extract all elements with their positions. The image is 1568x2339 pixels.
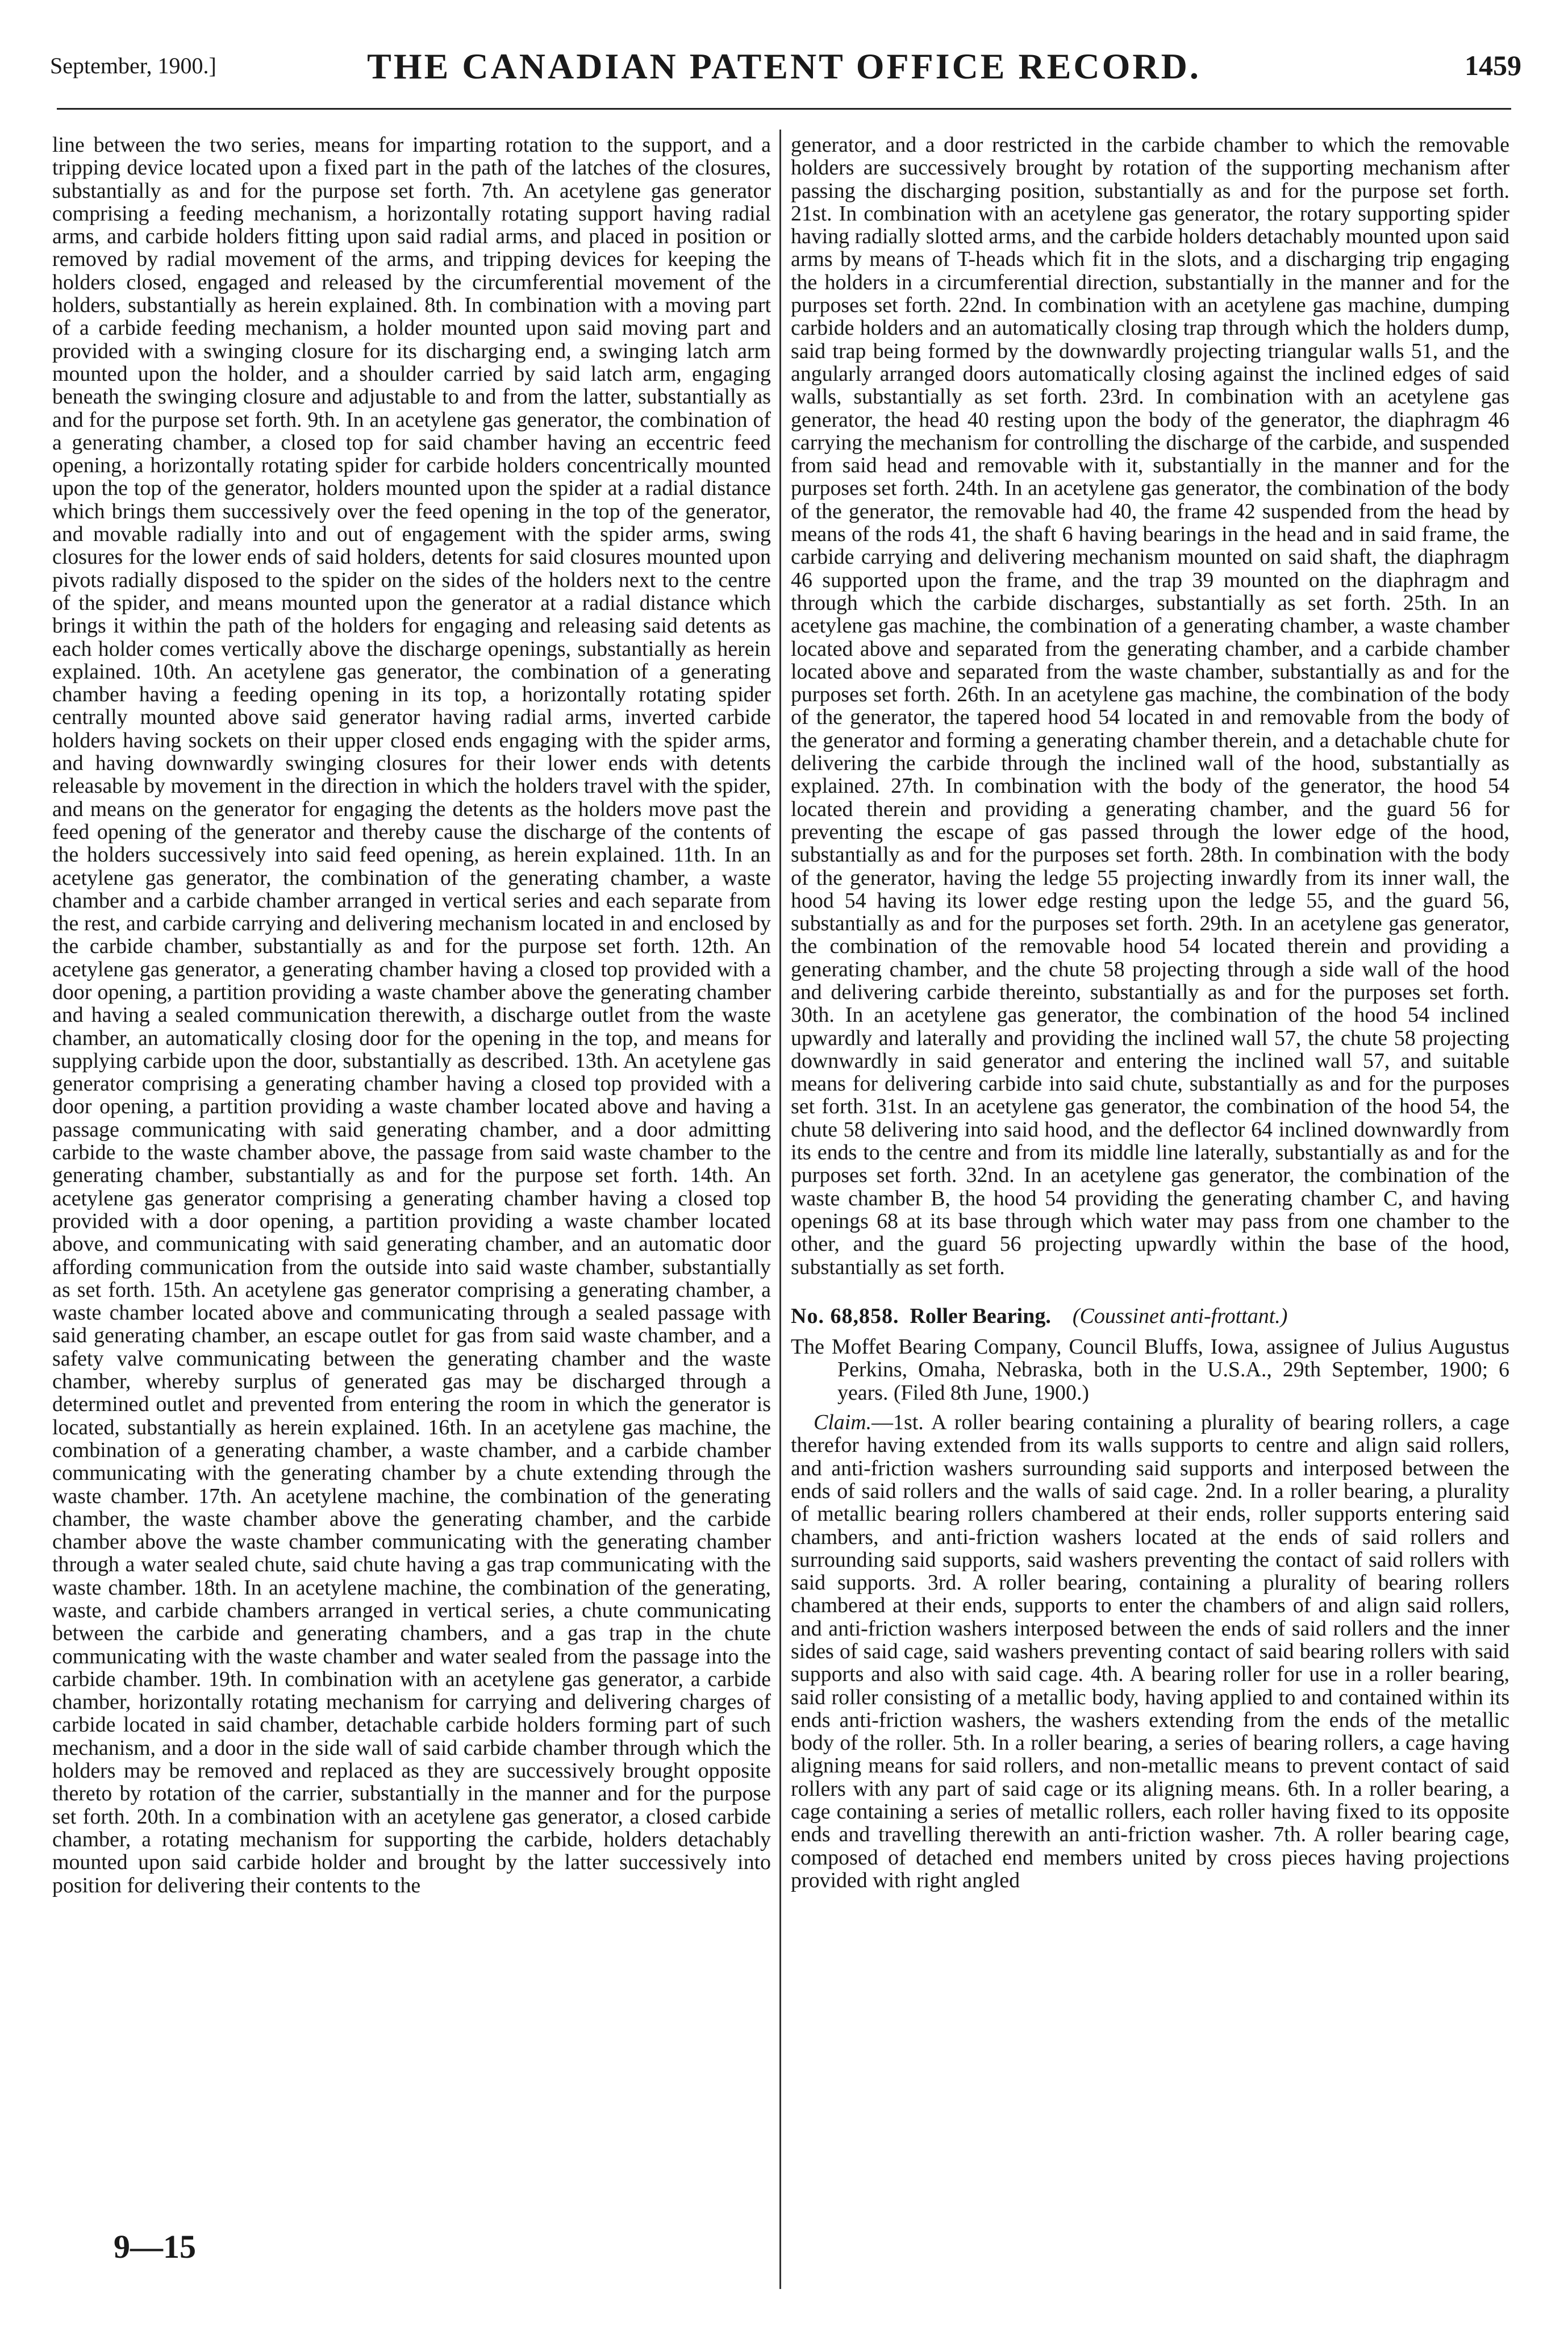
patent-french-title: (Coussinet anti-frottant.) bbox=[1072, 1304, 1288, 1328]
patent-heading bbox=[791, 1305, 1509, 1327]
right-column bbox=[791, 134, 1509, 1892]
header-date: September, 1900.] bbox=[50, 53, 216, 78]
page-header bbox=[0, 45, 1568, 91]
patent-claims bbox=[791, 1411, 1509, 1892]
signature-mark: 9—15 bbox=[114, 2228, 196, 2265]
patent-number: No. 68,858. bbox=[791, 1304, 899, 1328]
patent-title: Roller Bearing. bbox=[910, 1304, 1051, 1328]
journal-title: THE CANADIAN PATENT OFFICE RECORD. bbox=[367, 46, 1201, 86]
column-divider bbox=[779, 130, 781, 2289]
continuation-text: generator, and a door restricted in the carbide chamber to which the removable holders are successively brought by rotation of the supporting mechanism after passing the discharging position, substantially as and for the purpose set forth. 21st. In combination with an acetylene gas generator, the rotary supporting spider having radially slotted arms, and the carbide holders detachably mounted upon said arms by means of T-heads which fit in the slots, and a discharging trip engaging the holders in a circumferential direction, substantially in the manner and for the purposes set forth. 22nd. In combination with an acetylene gas machine, dumping carbide holders and an automatically closing trap through which the holders dump, said trap being formed by the downwardly projecting triangular walls 51, and the angularly arranged doors automatically closing against the inclined edges of said walls, substantially as set forth. 23rd. In combination with an acetylene gas generator, the head 40 resting upon the body of the generator, the diaphragm 46 carrying the mechanism for controlling the discharge of the carbide, and suspended from said head and removable with it, substantially in the manner and for the purposes set forth. 24th. In an acetylene gas generator, the combination of the body of the generator, the removable had 40, the frame 42 suspended from the head by means of the rods 41, the shaft 6 having bearings in the head and in said frame, the carbide carrying and delivering mechanism mounted on said shaft, the diaphragm 46 supported upon the frame, and the trap 39 mounted on the diaphragm and through which the carbide discharges, substantially as set forth. 25th. In an acetylene gas machine, the combination of a generating chamber, a waste chamber located above and separated from the generating chamber, and a carbide chamber located above and separated from the waste chamber, substantially as and for the purposes set forth. 26th. In an acetylene gas machine, the combination of the body of the generator, the tapered hood 54 located in and removable from the body of the generator and forming a generating chamber therein, and a detachable chute for delivering the carbide through the inclined wall of the hood, substantially as explained. 27th. In combination with the body of the generator, the hood 54 located therein and providing a generating chamber, and the guard 56 for preventing the escape of gas passed through the lower edge of the hood, substantially as and for the purposes set forth. 28th. In combination with the body of the generator, having the ledge 55 projecting inwardly from its inner wall, the hood 54 having its lower edge resting upon the ledge 55, and the guard 56, substantially as and for the purposes set forth. 29th. In an acetylene gas generator, the combination of the removable hood 54 located therein and providing a generating chamber, and the chute 58 projecting through a side wall of the hood and delivering carbide thereinto, substantially as and for the purposes set forth. 30th. In an acetylene gas generator, the combination of the hood 54 inclined upwardly and laterally and providing the inclined wall 57, the chute 58 projecting downwardly in said generator and entering the inclined wall 57, and suitable means for delivering carbide into said chute, substantially as and for the purposes set forth. 31st. In an acetylene gas generator, the combination of the hood 54, the chute 58 delivering into said hood, and the deflector 64 inclined downwardly from its ends to the centre and from its middle line laterally, substantially as and for the purposes set forth. 32nd. In an acetylene gas generator, the combination of the waste chamber B, the hood 54 providing the generating chamber C, and having openings 68 at its base through which water may pass from one chamber to the other, and the guard 56 projecting upwardly within the base of the hood, substantially as set forth. bbox=[791, 133, 1509, 1279]
patent-assignee: The Moffet Bearing Company, Council Bluffs, Iowa, assignee of Julius Augustus Perkins, Omaha, Nebraska, both in the U.S.A., 29th September, 1900; 6 years. (Filed 8th June, 1900.) bbox=[791, 1335, 1509, 1405]
left-column-text: line between the two series, means for imparting rotation to the support, and a tripping device located upon a fixed part in the path of the latches of the closures, substantially as and for the purpose set forth. 7th. An acetylene gas generator comprising a feeding mechanism, a horizontally rotating support having radial arms, and carbide holders fitting upon said radial arms, and placed in position or removed by radial movement of the arms, and tripping devices for keeping the holders closed, engaged and released by the circumferential movement of the holders, substantially as herein explained. 8th. In combination with a moving part of a carbide feeding mechanism, a holder mounted upon said moving part and provided with a swinging closure for its discharging end, a swinging latch arm mounted upon the holder, and a shoulder carried by said latch arm, engaging beneath the swinging closure and adjustable to and from the latter, substantially as and for the purpose set forth. 9th. In an acetylene gas generator, the combination of a generating chamber, a closed top for said chamber having an eccentric feed opening, a horizontally rotating spider for carbide holders concentrically mounted upon the top of the generator, holders mounted upon the spider at a radial distance which brings them successively over the feed opening in the top of the generator, and movable radially into and out of engagement with the spider arms, swing closures for the lower ends of said holders, detents for said closures mounted upon pivots radially disposed to the spider on the sides of the holders next to the centre of the spider, and means mounted upon the generator at a radial distance which brings it within the path of the holders for engaging and releasing said detents as each holder comes vertically above the discharge openings, substantially as herein explained. 10th. An acetylene gas generator, the combination of a generating chamber having a feeding opening in its top, a horizontally rotating spider centrally mounted above said generator having radial arms, inverted carbide holders having sockets on their upper closed ends engaging with the spider arms, and having downwardly swinging closures for their lower ends with detents releasable by movement in the direction in which the holders travel with the spider, and means on the generator for engaging the detents as the holders move past the feed opening of the generator and thereby cause the discharge of the contents of the holders successively into said feed opening, as herein explained. 11th. In an acetylene gas generator, the combination of the generating chamber, a waste chamber and a carbide chamber arranged in vertical series and each separate from the rest, and carbide carrying and delivering mechanism located in and enclosed by the carbide chamber, substantially as and for the purpose set forth. 12th. An acetylene gas generator, a generating chamber having a closed top provided with a door opening, a partition providing a waste chamber above the generating chamber and having a sealed communication therewith, a discharge outlet from the waste chamber, an automatically closing door for the opening in the top, and means for supplying carbide upon the door, substantially as described. 13th. An acetylene gas generator comprising a generating chamber having a closed top provided with a door opening, a partition providing a waste chamber located above and having a passage communicating with said generating chamber, and a door admitting carbide to the waste chamber above, the passage from said waste chamber to the generating chamber, substantially as and for the purpose set forth. 14th. An acetylene gas generator comprising a generating chamber having a closed top provided with a door opening, a partition providing a waste chamber located above, and communicating with said generating chamber, and an automatic door affording communication from the outside into said waste chamber, substantially as set forth. 15th. An acetylene gas generator comprising a generating chamber, a waste chamber located above and communicating through a sealed passage with said generating chamber, an escape outlet for gas from said waste chamber, and a safety valve communicating between the generating chamber and the waste chamber, whereby surplus of generated gas may be discharged through a determined outlet and prevented from entering the room in which the generator is located, substantially as herein explained. 16th. In an acetylene gas machine, the combination of a generating chamber, a waste chamber, and a carbide chamber communicating with the generating chamber by a chute extending through the waste chamber. 17th. An acetylene machine, the combination of the generating chamber, the waste chamber above the generating chamber, and the carbide chamber above the waste chamber communicating with the generating chamber through a water sealed chute, said chute having a gas trap communicating with the waste chamber. 18th. In an acetylene machine, the combination of the generating, waste, and carbide chambers arranged in vertical series, a chute communicating between the carbide and generating chambers, and a gas trap in the chute communicating with the waste chamber and water sealed from the passage into the carbide chamber. 19th. In combination with an acetylene gas generator, a carbide chamber, horizontally rotating mechanism for carrying and delivering charges of carbide located in said chamber, detachable carbide holders forming part of such mechanism, and a door in the side wall of said carbide chamber through which the holders may be removed and replaced as they are successively brought opposite thereto by rotation of the carrier, substantially in the manner and for the purpose set forth. 20th. In a combination with an acetylene gas generator, a closed carbide chamber, a rotating mechanism for supporting the carbide, holders detachably mounted upon said carbide holder and brought by the latter successively into position for delivering their contents to the bbox=[52, 133, 771, 1897]
claim-label: Claim. bbox=[814, 1410, 872, 1435]
header-rule bbox=[57, 108, 1511, 110]
claims-text: —1st. A roller bearing containing a plurality of bearing rollers, a cage therefor having extended from its walls supports to centre and align said rollers, and anti-friction washers surrounding said supports and interposed between the ends of said rollers and the walls of said cage. 2nd. In a roller bearing, a plurality of metallic bearing rollers chambered at their ends, roller supports entering said chambers, and anti-friction washers located at the ends of said rollers and surrounding said supports, said washers preventing the contact of said rollers with said supports. 3rd. A roller bearing, containing a plurality of bearing rollers chambered at their ends, supports to enter the chambers of and align said rollers, and anti-friction washers interposed between the ends of said rollers and the inner sides of said cage, said washers preventing contact of said bearing rollers with said supports and also with said cage. 4th. A bearing roller for use in a roller bearing, said roller consisting of a metallic body, having applied to and contained within its ends anti-friction washers, the washers extending from the ends of the metallic body of the roller. 5th. In a roller bearing, a series of bearing rollers, a cage having aligning means for said rollers, and non-metallic means to prevent contact of said rollers with any part of said cage or its aligning means. 6th. In a roller bearing, a cage containing a series of metallic rollers, each roller having fixed to its opposite ends and travelling therewith an anti-friction washer. 7th. A roller bearing cage, composed of detached end members united by cross pieces having projections provided with right angled bbox=[791, 1410, 1509, 1892]
left-column bbox=[52, 134, 771, 1897]
page-number: 1459 bbox=[1465, 49, 1521, 81]
